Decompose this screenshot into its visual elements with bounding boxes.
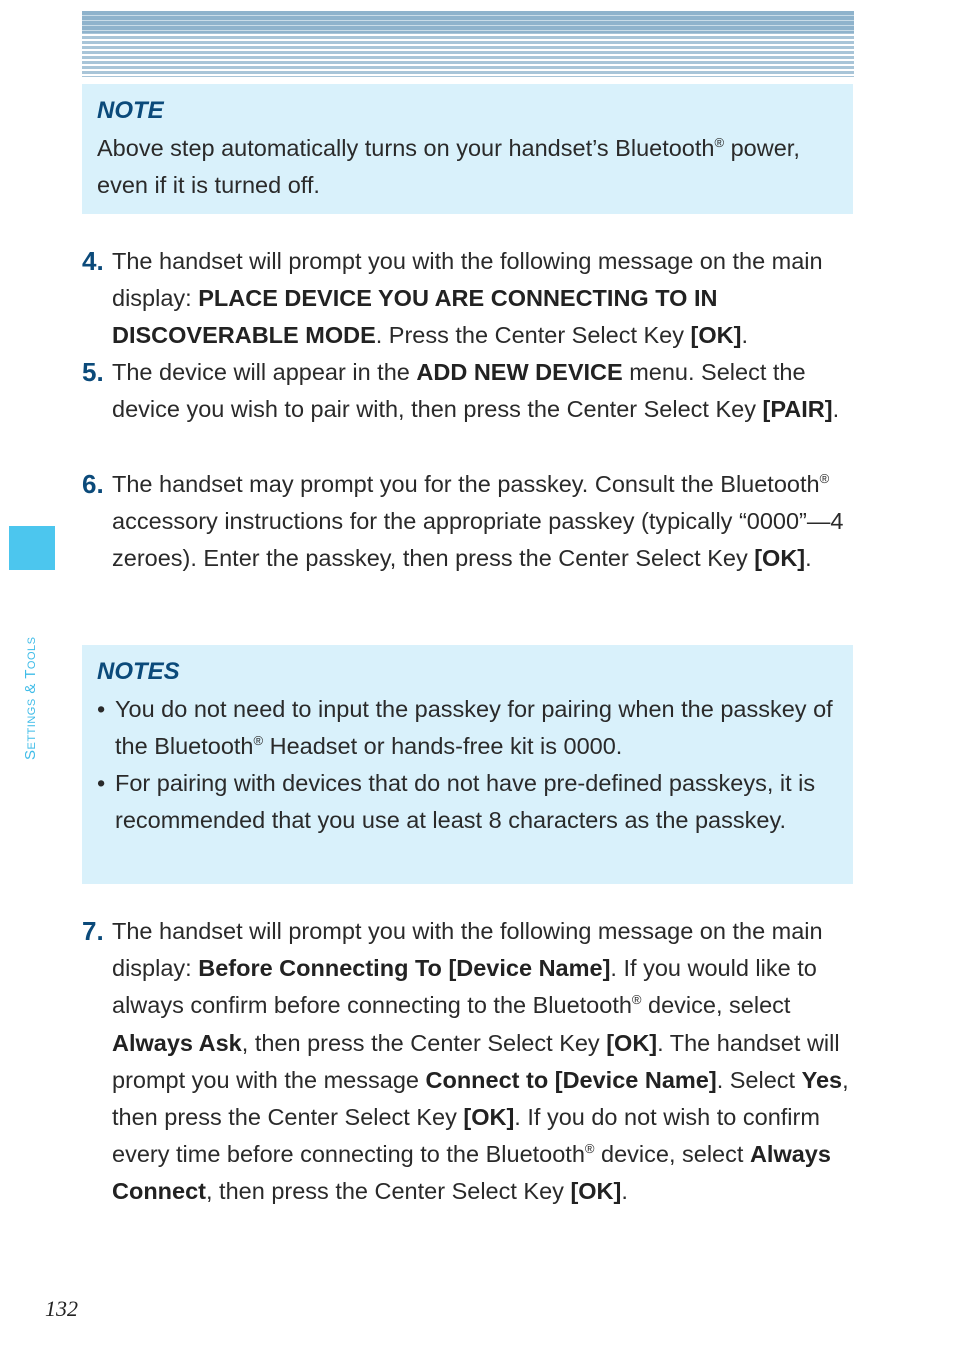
note-title: NOTE	[97, 97, 164, 124]
step-text: The device will appear in the ADD NEW DEVICE menu. Select the device you wish to pair with, then press the Center Select Key [PAIR].	[112, 359, 840, 423]
note-box	[82, 84, 853, 214]
step-number: 5.	[82, 357, 104, 387]
notes-title: NOTES	[97, 658, 180, 685]
step-number: 6.	[82, 469, 104, 499]
note-text: Above step automatically turns on your handset’s Bluetooth® power, even if it is turned off.	[97, 135, 800, 198]
section-label: Settings & Tools	[22, 636, 39, 760]
step-7	[82, 913, 862, 1211]
step-4	[82, 243, 862, 355]
step-text: The handset will prompt you with the following message on the main display: PLACE DEVICE YOU ARE CONNECTING TO IN DISCOVERABLE MODE. Press the Center Select Key [OK].	[112, 248, 823, 349]
notes-bullet: • You do not need to input the passkey for pairing when the passkey of the Bluetooth® Headset or hands-free kit is 0000.	[97, 696, 833, 759]
notes-box	[82, 645, 853, 884]
header-stripe-banner	[82, 11, 854, 77]
step-6	[82, 466, 862, 578]
step-text: The handset will prompt you with the following message on the main display: Before Connecting To [Device Name]. If you would like to always confirm before connecting to the Bluetooth® device, select Always Ask, then press the Center Select Key [OK]. The handset will prompt you with the message Connect to [Device Name]. Select Yes, then press the Center Select Key [OK]. If you do not wish to confirm every time before connecting to the Bluetooth® device, select Always Connect, then press the Center Select Key [OK].	[112, 918, 849, 1205]
section-tab-marker	[9, 526, 55, 570]
step-number: 4.	[82, 246, 104, 276]
step-text: The handset may prompt you for the passkey. Consult the Bluetooth® accessory instructions for the appropriate passkey (typically “0000”—4 zeroes). Enter the passkey, then press the Center Select Key [OK].	[112, 471, 844, 572]
page-number: 132	[45, 1296, 78, 1321]
step-5	[82, 354, 862, 428]
notes-bullet: • For pairing with devices that do not have pre-defined passkeys, it is recommended that you use at least 8 characters as the passkey.	[97, 770, 816, 833]
step-number: 7.	[82, 916, 104, 946]
